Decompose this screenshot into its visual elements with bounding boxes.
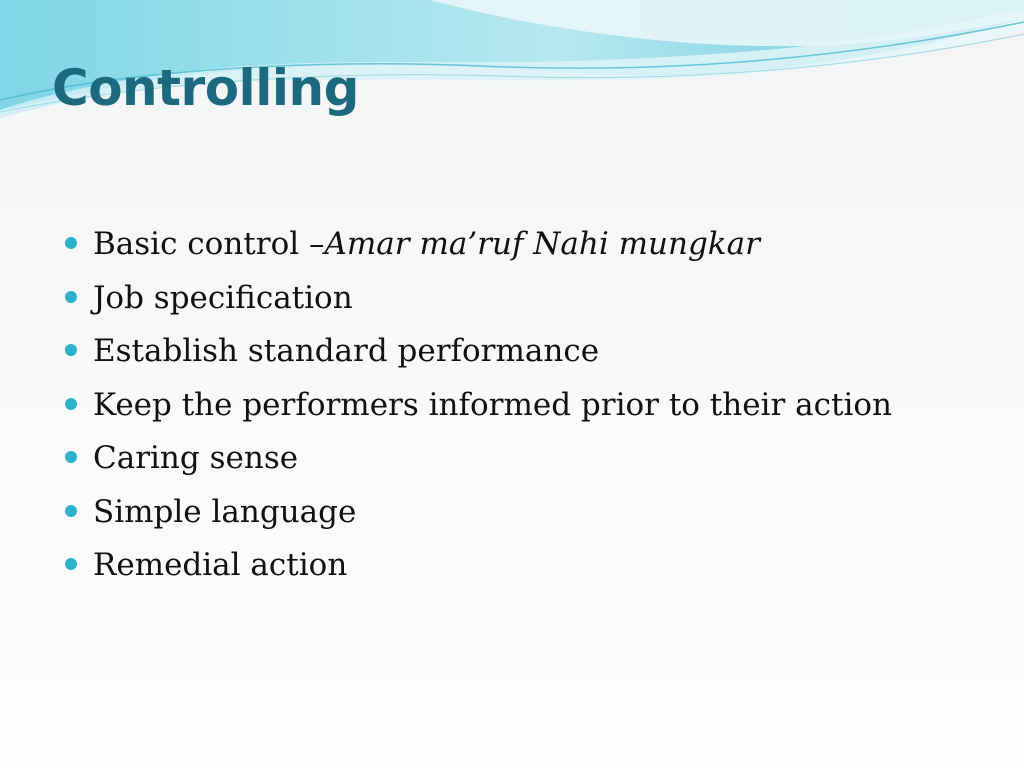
bullet-item xyxy=(62,490,892,544)
bullet-text: Basic control – xyxy=(93,226,325,262)
bullet-list xyxy=(62,222,892,597)
bullet-item xyxy=(62,436,892,490)
bullet-text: Job specification xyxy=(93,279,353,316)
bullet-dot-icon xyxy=(65,291,77,303)
bullet-item xyxy=(62,276,892,330)
bullet-dot-icon xyxy=(65,398,77,410)
bullet-text: Caring sense xyxy=(93,440,299,476)
bullet-dot-icon xyxy=(65,344,77,356)
bullet-item xyxy=(62,329,892,383)
bullet-text: Establish standard performance xyxy=(93,333,600,369)
bullet-item xyxy=(62,222,892,276)
bullet-item xyxy=(62,383,892,437)
bullet-text: Simple language xyxy=(93,493,357,530)
bullet-text: Remedial action xyxy=(93,547,348,583)
slide-title: Controlling xyxy=(52,59,359,117)
bullet-dot-icon xyxy=(65,237,77,249)
bullet-text: Keep the performers informed prior to their action xyxy=(93,386,892,423)
bullet-dot-icon xyxy=(65,558,77,570)
bullet-dot-icon xyxy=(65,451,77,463)
bullet-emphasis-text: Amar ma’ruf Nahi mungkar xyxy=(324,226,760,262)
bullet-dot-icon xyxy=(65,505,77,517)
bullet-item xyxy=(62,543,892,597)
